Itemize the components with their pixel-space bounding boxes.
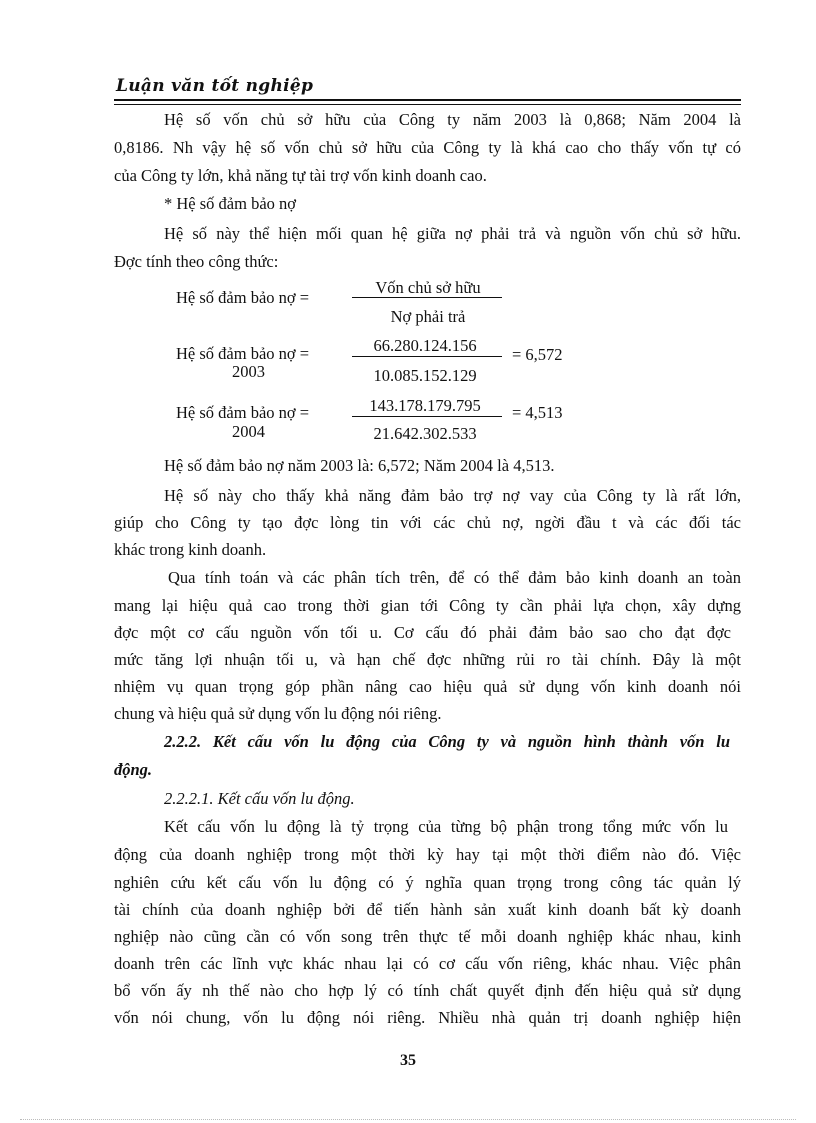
header-rule-thin: [114, 104, 741, 105]
header-rule-thick: [114, 99, 741, 101]
formula-label: Hệ số đảm bảo nợ =: [176, 288, 310, 307]
paragraph-line: Hệ số này thể hiện mối quan hệ giữa nợ phải trả và nguồn vốn chủ sở hữu.: [164, 224, 741, 243]
formula-denominator: 10.085.152.129: [373, 366, 477, 385]
paragraph-line: mức tăng lợi nhuận tối u, và hạn chế đợc những rủi ro tài chính. Đây là một: [114, 650, 741, 669]
formula-result: = 4,513: [512, 403, 563, 422]
paragraph-line: bổ vốn ấy nh thế nào cho hợp lý có tính chất quyết định đến hiệu quả sử dụng: [114, 981, 741, 1000]
paragraph-line: nghiên cứu kết cấu vốn lu động có ý nghĩa quan trọng trong công tác quản lý: [114, 873, 741, 892]
page-number: 35: [400, 1052, 416, 1069]
formula-denominator: Nợ phải trả: [390, 307, 466, 326]
formula-numerator: Vốn chủ sở hữu: [375, 278, 481, 297]
fraction-bar: [352, 356, 502, 357]
formula-year: 2003: [232, 362, 265, 381]
paragraph-line: vốn nói chung, vốn lu động nói riêng. Nhiều nhà quản trị doanh nghiệp hiện: [114, 1008, 741, 1027]
section-heading: 2.2.2. Kết cấu vốn lu động của Công ty và nguồn hình thành vốn lu: [164, 732, 730, 751]
paragraph-line: mang lại hiệu quả cao trong thời gian tới Công ty cần phải lựa chọn, xây dựng: [114, 596, 741, 615]
paragraph-line: 0,8186. Nh vậy hệ số vốn chủ sở hữu của Công ty là khá cao cho thấy vốn tự có: [114, 138, 741, 157]
bullet-heading: * Hệ số đảm bảo nợ: [164, 194, 296, 213]
formula-year: 2004: [232, 422, 265, 441]
paragraph-line: động của doanh nghiệp trong một thời kỳ hay tại một thời điểm nào đó. Việc: [114, 845, 741, 864]
formula-denominator: 21.642.302.533: [373, 424, 477, 443]
paragraph-line: chung và hiệu quả sử dụng vốn lu động nói riêng.: [114, 704, 442, 723]
formula-label: Hệ số đảm bảo nợ =: [176, 344, 310, 363]
paragraph-line: của Công ty lớn, khả năng tự tài trợ vốn kinh doanh cao.: [114, 166, 487, 185]
paragraph-line: Hệ số đảm bảo nợ năm 2003 là: 6,572; Năm 2004 là 4,513.: [164, 456, 555, 475]
paragraph-line: Hệ số này cho thấy khả năng đảm bảo trợ nợ vay của Công ty là rất lớn,: [164, 486, 741, 505]
paragraph-line: Hệ số vốn chủ sở hữu của Công ty năm 2003 là 0,868; Năm 2004 là: [164, 110, 741, 129]
paragraph-line: nghiệp nào cũng cần có vốn song trên thực tế mỗi doanh nghiệp khác nhau, kinh: [114, 927, 741, 946]
paragraph-line: doanh trên các lĩnh vực khác nhau lại có cơ cấu vốn riêng, khác nhau. Việc phân: [114, 954, 741, 973]
paragraph-line: nhiệm vụ quan trọng góp phần nâng cao hiệu quả sử dụng vốn kinh doanh nói: [114, 677, 741, 696]
formula-numerator: 143.178.179.795: [369, 396, 481, 415]
paragraph-line: khác trong kinh doanh.: [114, 540, 267, 559]
paragraph-line: Đợc tính theo công thức:: [114, 252, 279, 271]
running-header-title: Luận văn tốt nghiệp: [116, 76, 314, 96]
page-bottom-dotted-rule: [20, 1119, 796, 1120]
section-heading: động.: [114, 760, 153, 779]
fraction-bar: [352, 416, 502, 417]
paragraph-line: Kết cấu vốn lu động là tỷ trọng của từng bộ phận trong tổng mức vốn lu: [164, 817, 728, 836]
formula-numerator: 66.280.124.156: [373, 336, 477, 355]
paragraph-line: tài chính của doanh nghiệp bởi để tiến hành sản xuất kinh doanh bất kỳ doanh: [114, 900, 741, 919]
subsection-heading: 2.2.2.1. Kết cấu vốn lu động.: [164, 789, 355, 808]
formula-result: = 6,572: [512, 345, 563, 364]
paragraph-line: đợc một cơ cấu nguồn vốn tối u. Cơ cấu đó phải đảm bảo sao cho đạt đợc: [114, 623, 731, 642]
formula-label: Hệ số đảm bảo nợ =: [176, 403, 310, 422]
paragraph-line: Qua tính toán và các phân tích trên, để có thể đảm bảo kinh doanh an toàn: [168, 568, 741, 587]
paragraph-line: giúp cho Công ty tạo đợc lòng tin với các chủ nợ, ngời đầu t và các đối tác: [114, 513, 741, 532]
fraction-bar: [352, 297, 502, 298]
